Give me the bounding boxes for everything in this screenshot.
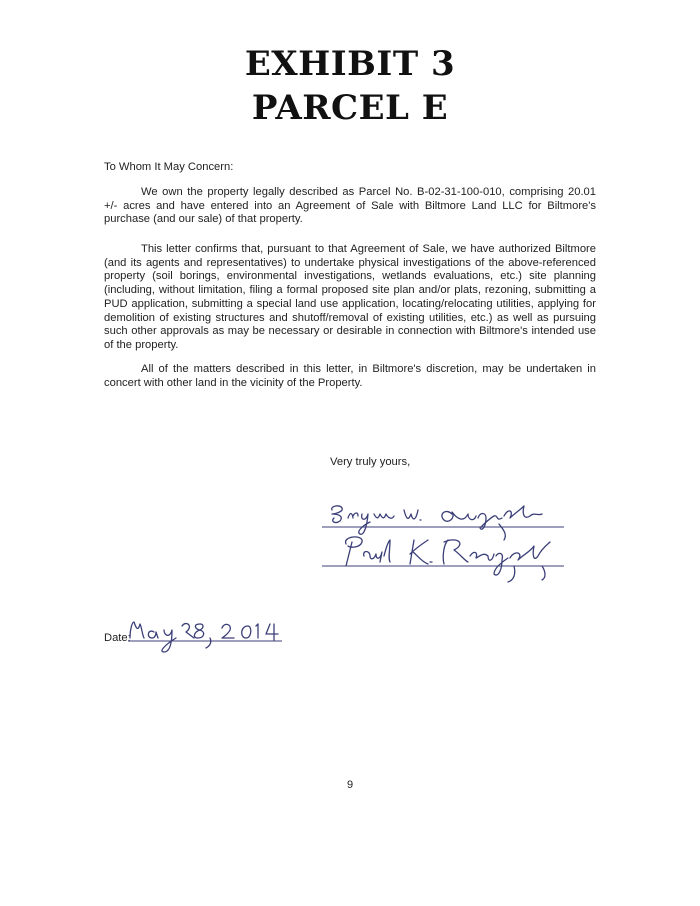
letter-greeting: To Whom It May Concern: xyxy=(104,161,234,173)
letter-paragraph: We own the property legally described as Parcel No. B-02-31-100-010, comprising 20.01 +/- acres and have entered into an Agreement of Sale with Biltmore Land LLC for Biltmore's purchase (and our sale) of that property. xyxy=(104,186,596,226)
handwritten-date xyxy=(126,616,306,660)
letter-paragraph: This letter confirms that, pursuant to that Agreement of Sale, we have authorized Biltmore (and its agents and representatives) to undertake physical investigations of the above-referenced property (soil borings, environmental investigations, wetlands evaluations, etc.) site planning (including, without limitation, filing a formal proposed site plan and/or plats, rezoning, submitting a PUD application, submitting a special land use application, locating/relocating utilities, applying for demolition of existing structures and shutoff/removal of existing utilities, etc.) as well as pursuing such other approvals as may be necessary or desirable in connection with Biltmore's intended use of the property. xyxy=(104,243,596,351)
letter-paragraph: All of the matters described in this letter, in Biltmore's discretion, may be undertaken in concert with other land in the vicinity of the Property. xyxy=(104,363,596,389)
letter-closing: Very truly yours, xyxy=(330,456,411,468)
exhibit-title: EXHIBIT 3 xyxy=(244,44,456,84)
handwritten-signatures xyxy=(318,496,578,588)
parcel-title: PARCEL E xyxy=(251,88,449,128)
signature-block xyxy=(318,496,578,588)
date-row xyxy=(104,622,304,662)
signature-1 xyxy=(332,506,542,540)
signature-2 xyxy=(346,537,550,582)
date-label: Date: xyxy=(104,632,131,644)
page-number: 9 xyxy=(346,779,354,791)
